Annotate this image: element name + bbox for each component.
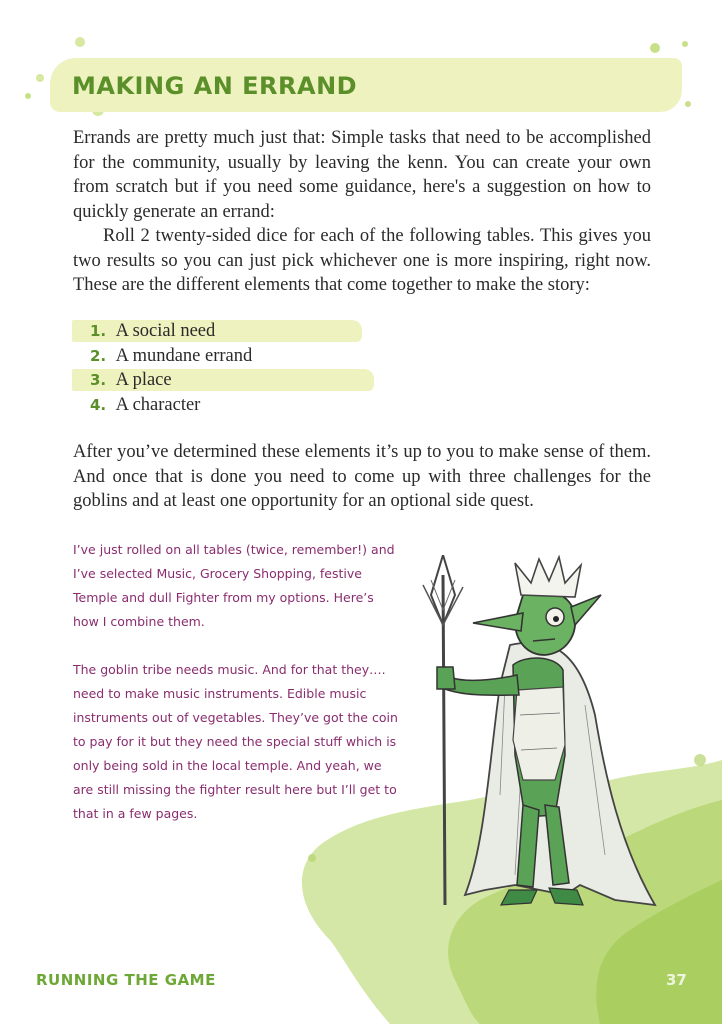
list-item: 3. A place <box>90 370 172 390</box>
goblin-illustration-icon <box>405 555 665 935</box>
element-list <box>90 319 252 417</box>
roll-paragraph: Roll 2 twenty-sided dice for each of the following tables. This gives you two results so you can just pick whichever one is more inspiring, right now. These are the different elements that come together to make the story: <box>73 226 651 295</box>
list-item: 4. A character <box>90 394 201 415</box>
list-item: 1. A social need <box>90 321 216 341</box>
note-paragraph: I’ve just rolled on all tables (twice, remember!) and I’ve selected Music, Grocery Shopping, festive Temple and dull Fighter from my options. Here’s how I combine them. <box>73 542 395 629</box>
section-heading: MAKING AN ERRAND <box>72 72 358 100</box>
page-number: 37 <box>666 971 687 989</box>
after-paragraph: After you’ve determined these elements it’s up to you to make sense of them. And once that is done you need to come up with three challenges for the goblins and at least one opportunity for an optional side quest. <box>73 442 651 511</box>
designer-note <box>73 538 403 850</box>
note-paragraph: The goblin tribe needs music. And for that they…. need to make music instruments. Edible music instruments out of vegetables. They’ve got the coin to pay for it but they need the special stuff which is only being sold in the local temple. And yeah, we are still missing the fighter result here but I’ll get to that in a few pages. <box>73 662 398 821</box>
intro-paragraph: Errands are pretty much just that: Simple tasks that need to be accomplished for the community, usually by leaving the kenn. You can create your own from scratch but if you need some guidance, here's a suggestion on how to quickly generate an errand: <box>73 128 651 222</box>
footer-section-title: RUNNING THE GAME <box>36 971 216 989</box>
list-item: 2. A mundane errand <box>90 345 253 366</box>
